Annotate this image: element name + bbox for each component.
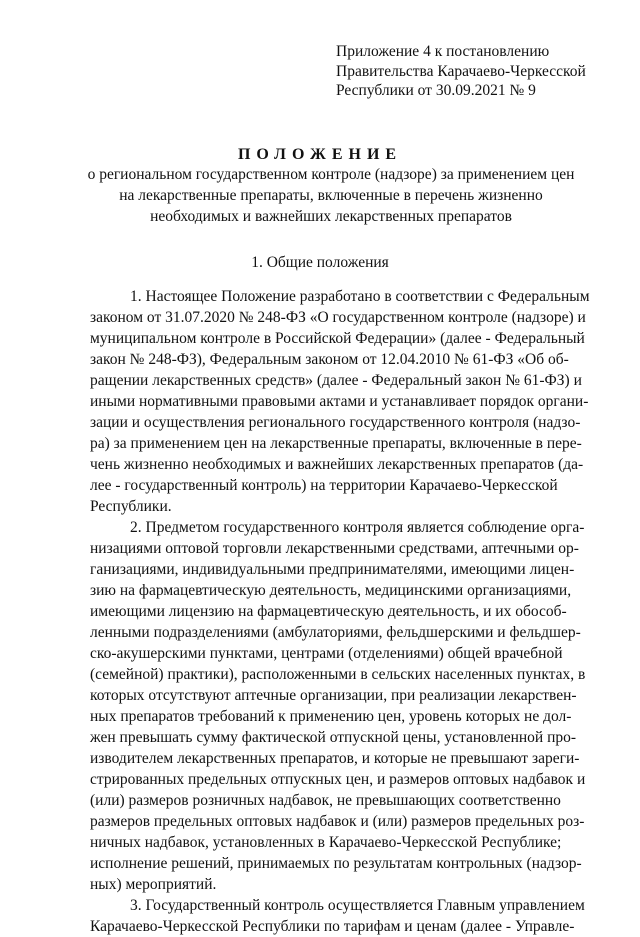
text-line: ра) за применением цен на лекарственные препараты, включенные в пере- bbox=[90, 435, 582, 452]
text-line: зации и осуществления регионального государственного контроля (надзо- bbox=[90, 414, 581, 431]
appendix-line: Республики от 30.09.2021 № 9 bbox=[336, 82, 536, 99]
text-line: Республики. bbox=[90, 498, 172, 515]
text-line: ско-акушерскими пунктами, центрами (отделениями) общей врачебной bbox=[90, 645, 563, 662]
text-line: жен превышать сумму фактической отпускной цены, установленной про- bbox=[90, 729, 577, 746]
subtitle-line: о региональном государственном контроле (надзоре) за применением цен bbox=[87, 166, 575, 183]
text-line: чень жизненно необходимых и важнейших лекарственных препаратов (да- bbox=[90, 456, 584, 473]
document-title: ПОЛОЖЕНИЕ bbox=[237, 146, 403, 163]
text-line: (или) размеров розничных надбавок, не превышающих соответственно bbox=[90, 792, 561, 809]
text-line: ганизациями, индивидуальными предпринимателями, имеющими лицен- bbox=[90, 561, 575, 578]
appendix-line: Правительства Карачаево-Черкесской bbox=[336, 62, 586, 80]
text-line: иными нормативными правовыми актами и устанавливает порядок органи- bbox=[90, 393, 589, 410]
paragraph-2 bbox=[90, 517, 586, 895]
text-line: которых отсутствуют аптечные организации, при реализации лекарствен- bbox=[90, 687, 577, 704]
text-line: закон № 248-ФЗ), Федеральным законом от 12.04.2010 № 61-ФЗ «Об об- bbox=[90, 351, 569, 368]
subtitle-line: на лекарственные препараты, включенные в перечень жизненно bbox=[119, 187, 543, 204]
subtitle-line: необходимых и важнейших лекарственных препаратов bbox=[150, 208, 512, 225]
text-line: изводителем лекарственных препаратов, и которые не превышают зареги- bbox=[90, 750, 580, 767]
text-line: ленными подразделениями (амбулаториями, фельдшерскими и фельдшер- bbox=[90, 624, 581, 641]
text-line: исполнение решений, принимаемых по результатам контрольных (надзор- bbox=[90, 855, 582, 872]
text-line: размеров предельных оптовых надбавок и (или) размеров предельных роз- bbox=[90, 813, 585, 830]
appendix-note bbox=[336, 42, 626, 101]
text-line: стрированных предельных отпускных цен, и размеров оптовых надбавок и bbox=[90, 771, 586, 788]
document-body bbox=[90, 286, 590, 937]
text-line: 1. Настоящее Положение разработано в соответствии с Федеральным bbox=[130, 288, 590, 305]
text-line: законом от 31.07.2020 № 248-ФЗ «О государственном контроле (надзоре) и bbox=[90, 309, 586, 326]
text-line: 3. Государственный контроль осуществляется Главным управлением bbox=[130, 897, 585, 914]
text-line: низациями оптовой торговли лекарственными средствами, аптечными ор- bbox=[90, 540, 579, 557]
appendix-line: Приложение 4 к постановлению bbox=[336, 43, 550, 60]
text-line: ращении лекарственных средств» (далее - Федеральный закон № 61-ФЗ) и bbox=[90, 372, 582, 389]
text-line: (семейной) практики), расположенными в сельских населенных пунктах, в bbox=[90, 666, 586, 683]
text-line: ных препаратов требований к применению цен, уровень которых не дол- bbox=[90, 708, 572, 725]
section-heading: 1. Общие положения bbox=[251, 254, 389, 271]
text-line: ных) мероприятий. bbox=[90, 876, 217, 893]
text-line: 2. Предметом государственного контроля является соблюдение орга- bbox=[130, 519, 585, 536]
paragraph-3 bbox=[90, 895, 585, 937]
text-line: Карачаево-Черкесской Республики по тарифам и ценам (далее - Управле- bbox=[90, 918, 575, 935]
text-line: муниципальном контроле в Российской Федерации» (далее - Федеральный bbox=[90, 330, 585, 347]
text-line: лее - государственный контроль) на территории Карачаево-Черкесской bbox=[90, 477, 558, 494]
text-line: ничных надбавок, установленных в Карачаево-Черкесской Республике; bbox=[90, 834, 562, 851]
document-subtitle bbox=[60, 164, 602, 227]
text-line: имеющими лицензию на фармацевтическую деятельность, и их обособ- bbox=[90, 603, 567, 620]
paragraph-1 bbox=[90, 286, 590, 517]
text-line: зию на фармацевтическую деятельность, медицинскими организациями, bbox=[90, 582, 572, 599]
